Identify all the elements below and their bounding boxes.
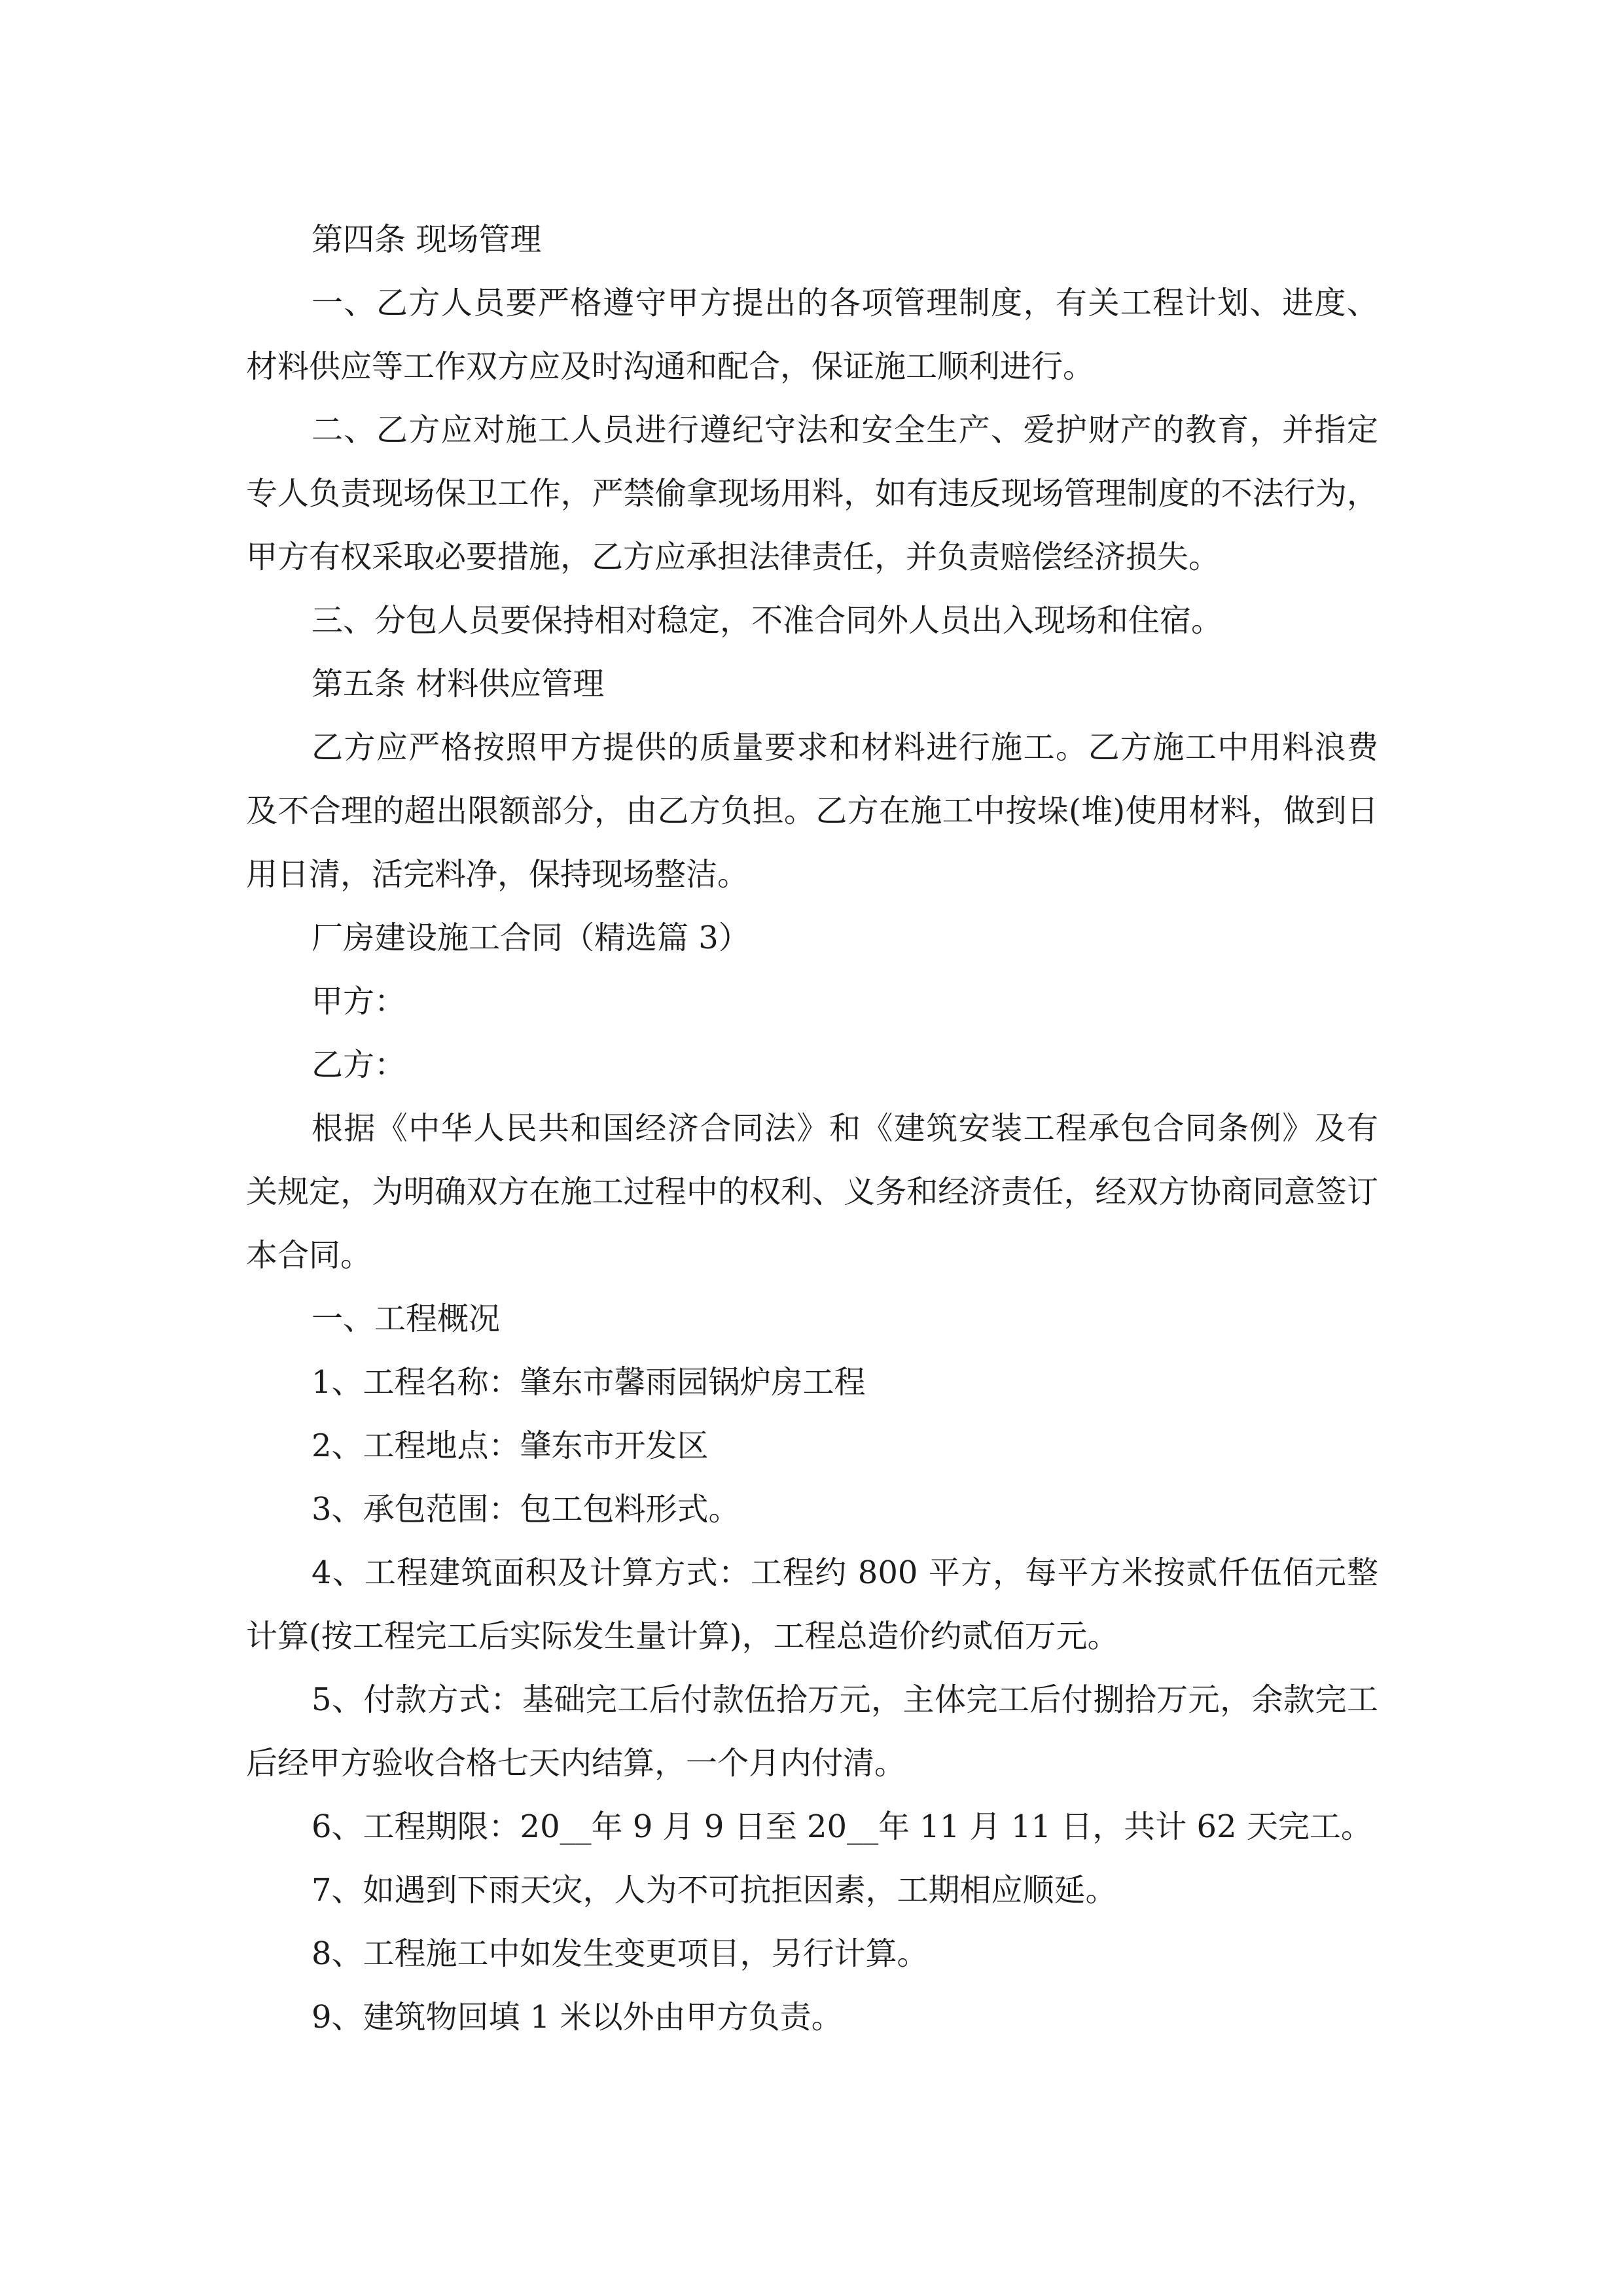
item-force-majeure: 7、如遇到下雨天灾，人为不可抗拒因素，工期相应顺延。 — [312, 1872, 1117, 1909]
item-backfill: 9、建筑物回填 1 米以外由甲方负责。 — [312, 1999, 843, 2036]
paragraph-staff-stability: 三、分包人员要保持相对稳定，不准合同外人员出入现场和住宿。 — [312, 602, 1223, 639]
paragraph-material-supply: 乙方应严格按照甲方提供的质量要求和材料进行施工。乙方施工中用料浪费及不合理的超出限额部分，由乙方负担。乙方在施工中按垛(堆)使用材料，做到日用日清，活完料净，保持现场整洁。 — [246, 729, 1378, 893]
contract-3-title: 厂房建设施工合同（精选篇 3） — [312, 920, 750, 956]
item-project-name: 1、工程名称：肇东市馨雨园锅炉房工程 — [312, 1364, 866, 1401]
party-b-line: 乙方： — [312, 1047, 406, 1083]
paragraph-legal-basis: 根据《中华人民共和国经济合同法》和《建筑安装工程承包合同条例》及有关规定，为明确双方在施工过程中的权利、义务和经济责任，经双方协商同意签订本合同。 — [246, 1110, 1378, 1274]
section-project-overview: 一、工程概况 — [312, 1300, 501, 1337]
item-project-location: 2、工程地点：肇东市开发区 — [312, 1427, 709, 1464]
party-a-line: 甲方： — [312, 983, 406, 1020]
article-4-heading: 第四条 现场管理 — [312, 221, 542, 258]
item-project-period: 6、工程期限：20__年 9 月 9 日至 20__年 11 月 11 日，共计 62 天完工。 — [312, 1808, 1372, 1845]
paragraph-safety-education: 二、乙方应对施工人员进行遵纪守法和安全生产、爱护财产的教育，并指定专人负责现场保卫工作，严禁偷拿现场用料，如有违反现场管理制度的不法行为，甲方有权采取必要措施，乙方应承担法律责任，并负责赔偿经济损失。 — [246, 412, 1378, 575]
article-5-heading: 第五条 材料供应管理 — [312, 666, 605, 702]
item-change-items: 8、工程施工中如发生变更项目，另行计算。 — [312, 1935, 929, 1972]
item-area-calculation: 4、工程建筑面积及计算方式：工程约 800 平方，每平方米按贰仟伍佰元整计算(按工程完工后实际发生量计算)，工程总造价约贰佰万元。 — [246, 1554, 1378, 1655]
paragraph-site-rules: 一、乙方人员要严格遵守甲方提出的各项管理制度，有关工程计划、进度、材料供应等工作双方应及时沟通和配合，保证施工顺利进行。 — [246, 285, 1378, 385]
contract-body — [246, 208, 1378, 2049]
item-payment-method: 5、付款方式：基础完工后付款伍拾万元，主体完工后付捌拾万元，余款完工后经甲方验收合格七天内结算，一个月内付清。 — [246, 1681, 1378, 1782]
item-contract-scope: 3、承包范围：包工包料形式。 — [312, 1491, 740, 1528]
